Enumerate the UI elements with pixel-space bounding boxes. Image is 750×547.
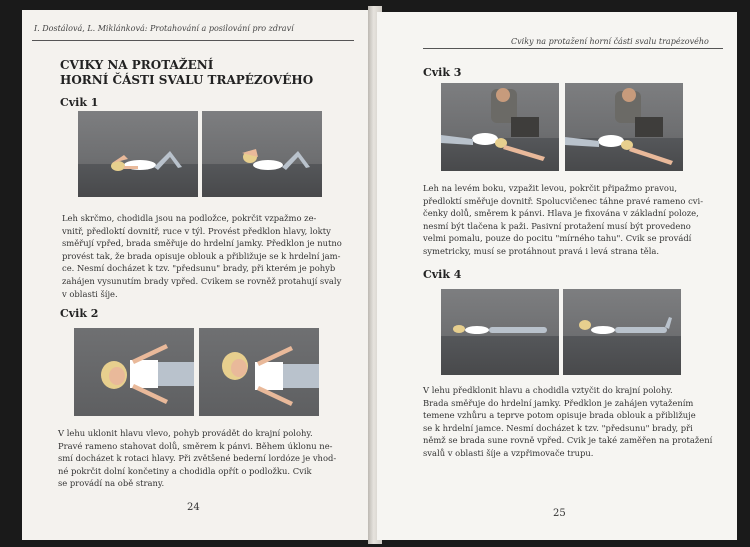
exercise-2-text — [58, 427, 354, 490]
title-line-1: CVIKY NA PROTAŽENÍ — [60, 58, 214, 72]
page-title — [60, 58, 313, 88]
partner-legs — [511, 117, 539, 137]
person-figure — [563, 289, 681, 375]
page-number: 24 — [187, 502, 200, 513]
partner-head — [496, 88, 510, 102]
exercise-photo — [441, 289, 559, 375]
legs — [565, 137, 599, 147]
feet — [665, 317, 672, 329]
legs — [489, 327, 547, 333]
exercise-photo — [441, 83, 559, 171]
text-line: Leh na levém boku, vzpažit levou, pokrčit připažmo pravou, — [423, 183, 678, 193]
exercise-heading: Cvik 3 — [423, 66, 462, 79]
text-line: ce. Nesmí docházet k tzv. "předsunu" brady, při kterém je pohyb — [62, 263, 336, 274]
legs — [154, 151, 182, 170]
shirt — [465, 326, 489, 334]
partner-legs — [635, 117, 663, 137]
shirt — [591, 326, 615, 334]
person-figure — [441, 83, 559, 171]
legs — [441, 135, 473, 145]
exercise-photo — [199, 328, 319, 416]
text-line: němž se brada sune rovně vpřed. Cvik je také zaměřen na protažení — [423, 435, 713, 446]
shirt — [130, 360, 158, 388]
text-line: provést tak, že brada opisuje oblouk a přibližuje se k hrdelní jam- — [62, 250, 341, 261]
text-line: se provádí na obě strany. — [58, 478, 165, 489]
legs — [282, 151, 310, 170]
text-line: Leh skrčmo, chodidla jsou na podložce, pokrčit vzpažmo ze- — [62, 213, 317, 223]
person-figure — [565, 83, 683, 171]
exercise-heading: Cvik 2 — [60, 307, 99, 320]
exercise-heading: Cvik 4 — [423, 268, 462, 281]
text-line: velmi pomalu, pouze do pocitu "mírného tahu". Cvik se provádí — [423, 233, 692, 244]
person-figure — [202, 111, 322, 197]
shirt — [472, 133, 498, 145]
text-line: temene vzhůru a teprve potom opisuje brada oblouk a přibližuje — [423, 410, 696, 421]
legs — [158, 362, 194, 386]
exercise-3-text — [423, 182, 713, 258]
text-line: Pravé rameno stahovat dolů, směrem k pánvi. Během úklonu ne- — [58, 440, 333, 451]
exercise-photo — [202, 111, 322, 197]
running-head: I. Dostálová, L. Miklánková: Protahování a posilování pro zdraví — [34, 24, 294, 33]
person-figure — [74, 328, 194, 416]
header-rule — [32, 40, 354, 41]
arm — [629, 147, 673, 165]
text-line: V lehu uklonit hlavu vlevo, pohyb provádět do krajní polohy. — [58, 428, 313, 438]
running-head: Cviky na protažení horní části svalu trapézového — [511, 37, 709, 46]
person-figure — [78, 111, 198, 197]
person-figure — [199, 328, 319, 416]
exercise-heading: Cvik 1 — [60, 96, 99, 109]
text-line: se k hrdelní jamce. Nesmí docházet k tzv. "předsunu" brady, při — [423, 422, 693, 433]
right-page — [377, 12, 737, 540]
legs — [283, 364, 319, 388]
text-line: né pokrčit dolní končetiny a chodidla opřít o podložku. Cvik — [58, 465, 312, 476]
shirt — [253, 160, 283, 170]
shirt — [598, 135, 624, 147]
left-page — [22, 10, 372, 540]
header-rule — [423, 48, 723, 49]
person-figure — [441, 289, 559, 375]
hair — [453, 325, 465, 333]
page-number: 25 — [553, 508, 566, 519]
title-line-2: HORNÍ ČÁSTI SVALU TRAPÉZOVÉHO — [60, 73, 314, 87]
text-line: předloktí směřuje dovnitř. Spolucvičenec táhne pravé rameno cvi- — [423, 195, 704, 206]
exercise-photo — [563, 289, 681, 375]
exercise-photo — [565, 83, 683, 171]
exercise-1-text — [62, 212, 354, 300]
shirt — [255, 362, 283, 390]
text-line: v oblasti šíje. — [62, 288, 118, 299]
text-line: čenky dolů, směrem k pánvi. Hlava je fixována v základní poloze, — [423, 208, 699, 219]
legs — [615, 327, 667, 333]
text-line: nesmí být tlačena k paži. Pasivní protažení musí být provedeno — [423, 220, 691, 231]
exercise-photo — [74, 328, 194, 416]
text-line: smí docházet k rotaci hlavy. Při zvětšené bederní lordóze je vhod- — [58, 453, 337, 464]
exercise-photo — [78, 111, 198, 197]
text-line: svalů v oblasti šíje a vzpřimovače trupu. — [423, 447, 594, 458]
text-line: zahájen vysunutím brady vpřed. Cvikem se rovněž protahují svaly — [62, 275, 342, 286]
hair — [579, 320, 591, 330]
text-line: vnitř, předloktí dovnitř, ruce v týl. Provést předklon hlavy, lokty — [62, 225, 331, 236]
partner-head — [622, 88, 636, 102]
text-line: V lehu předklonit hlavu a chodidla vztyčit do krajní polohy. — [423, 385, 673, 395]
arm — [503, 145, 545, 161]
text-line: symetricky, musí se protáhnout pravá i levá strana těla. — [423, 245, 660, 256]
exercise-4-text — [423, 384, 713, 460]
text-line: Brada směřuje do hrdelní jamky. Předklon je zahájen vytažením — [423, 397, 694, 408]
text-line: směřují vpřed, brada směřuje do hrdelní jamky. Předklon je nutno — [62, 238, 342, 249]
